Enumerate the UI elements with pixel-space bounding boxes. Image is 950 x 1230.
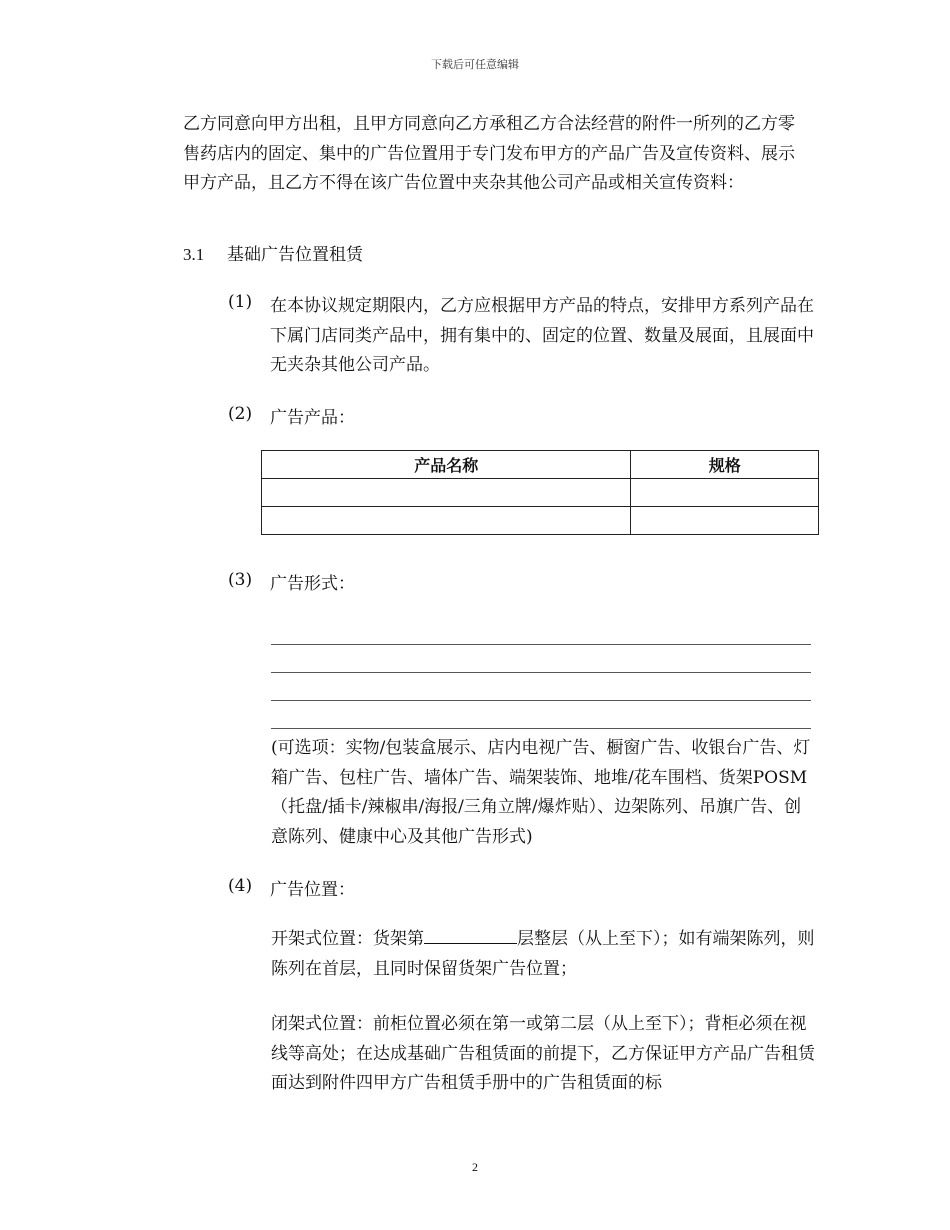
item-number: (2) [228,404,253,424]
section-heading [183,240,363,265]
options-note: (可选项：实物/包装盒展示、店内电视广告、橱窗广告、收银台广告、灯箱广告、包柱广告、墙体广告、端架装饰、地堆/花车围档、货架POSM（托盘/插卡/辣椒串/海报/三角立牌/爆炸贴）、边架陈列、吊旗广告、创意陈列、健康中心及其他广告形式) [271,738,811,847]
table-header-row [262,451,819,479]
closed-shelf-paragraph: 闭架式位置：前柜位置必须在第一或第二层（从上至下）；背柜必须在视线等高处；在达成基础广告租赁面的前提下，乙方保证甲方产品广告租赁面达到附件四甲方广告租赁手册中的广告租赁面的标 [271,1014,815,1093]
blank-fill-line[interactable] [271,700,811,701]
table-cell[interactable] [631,507,819,535]
item-text: 广告产品： [270,408,355,428]
table-cell[interactable] [631,479,819,507]
table-row [262,507,819,535]
blank-fill-line[interactable] [271,644,811,645]
product-table [261,450,819,535]
item-text: 广告位置： [270,880,355,900]
item-text: 广告形式： [270,574,355,594]
section-number: 3.1 [183,245,205,264]
page-number: 2 [472,1160,478,1174]
shelf-level-blank[interactable] [424,927,517,944]
blank-fill-line[interactable] [271,728,811,729]
table-row [262,479,819,507]
blank-fill-line[interactable] [271,672,811,673]
column-header: 产品名称 [262,451,631,479]
section-title: 基础广告位置租赁 [227,245,363,265]
item-number: (1) [228,292,253,312]
intro-paragraph: 乙方同意向甲方出租，且甲方同意向乙方承租乙方合法经营的附件一所列的乙方零售药店内的固定、集中的广告位置用于专门发布甲方的产品广告及宣传资料、展示甲方产品，且乙方不得在该广告位置中夹杂其他公司产品或相关宣传资料： [183,114,795,193]
open-shelf-label: 开架式位置：货架第 [271,929,424,949]
open-shelf-text: 层整层（从上至下）；如有端架陈列，则陈列在首层，且同时保留货架广告位置； [271,929,815,979]
open-shelf-paragraph [271,925,816,984]
page-header: 下载后可任意编辑 [431,58,519,71]
table-cell[interactable] [262,507,631,535]
table-cell[interactable] [262,479,631,507]
item-number: (4) [228,876,253,896]
item-text: 在本协议规定期限内，乙方应根据甲方产品的特点，安排甲方系列产品在下属门店同类产品中，拥有集中的、固定的位置、数量及展面，且展面中无夹杂其他公司产品。 [270,296,814,375]
column-header: 规格 [631,451,819,479]
item-number: (3) [228,570,253,590]
